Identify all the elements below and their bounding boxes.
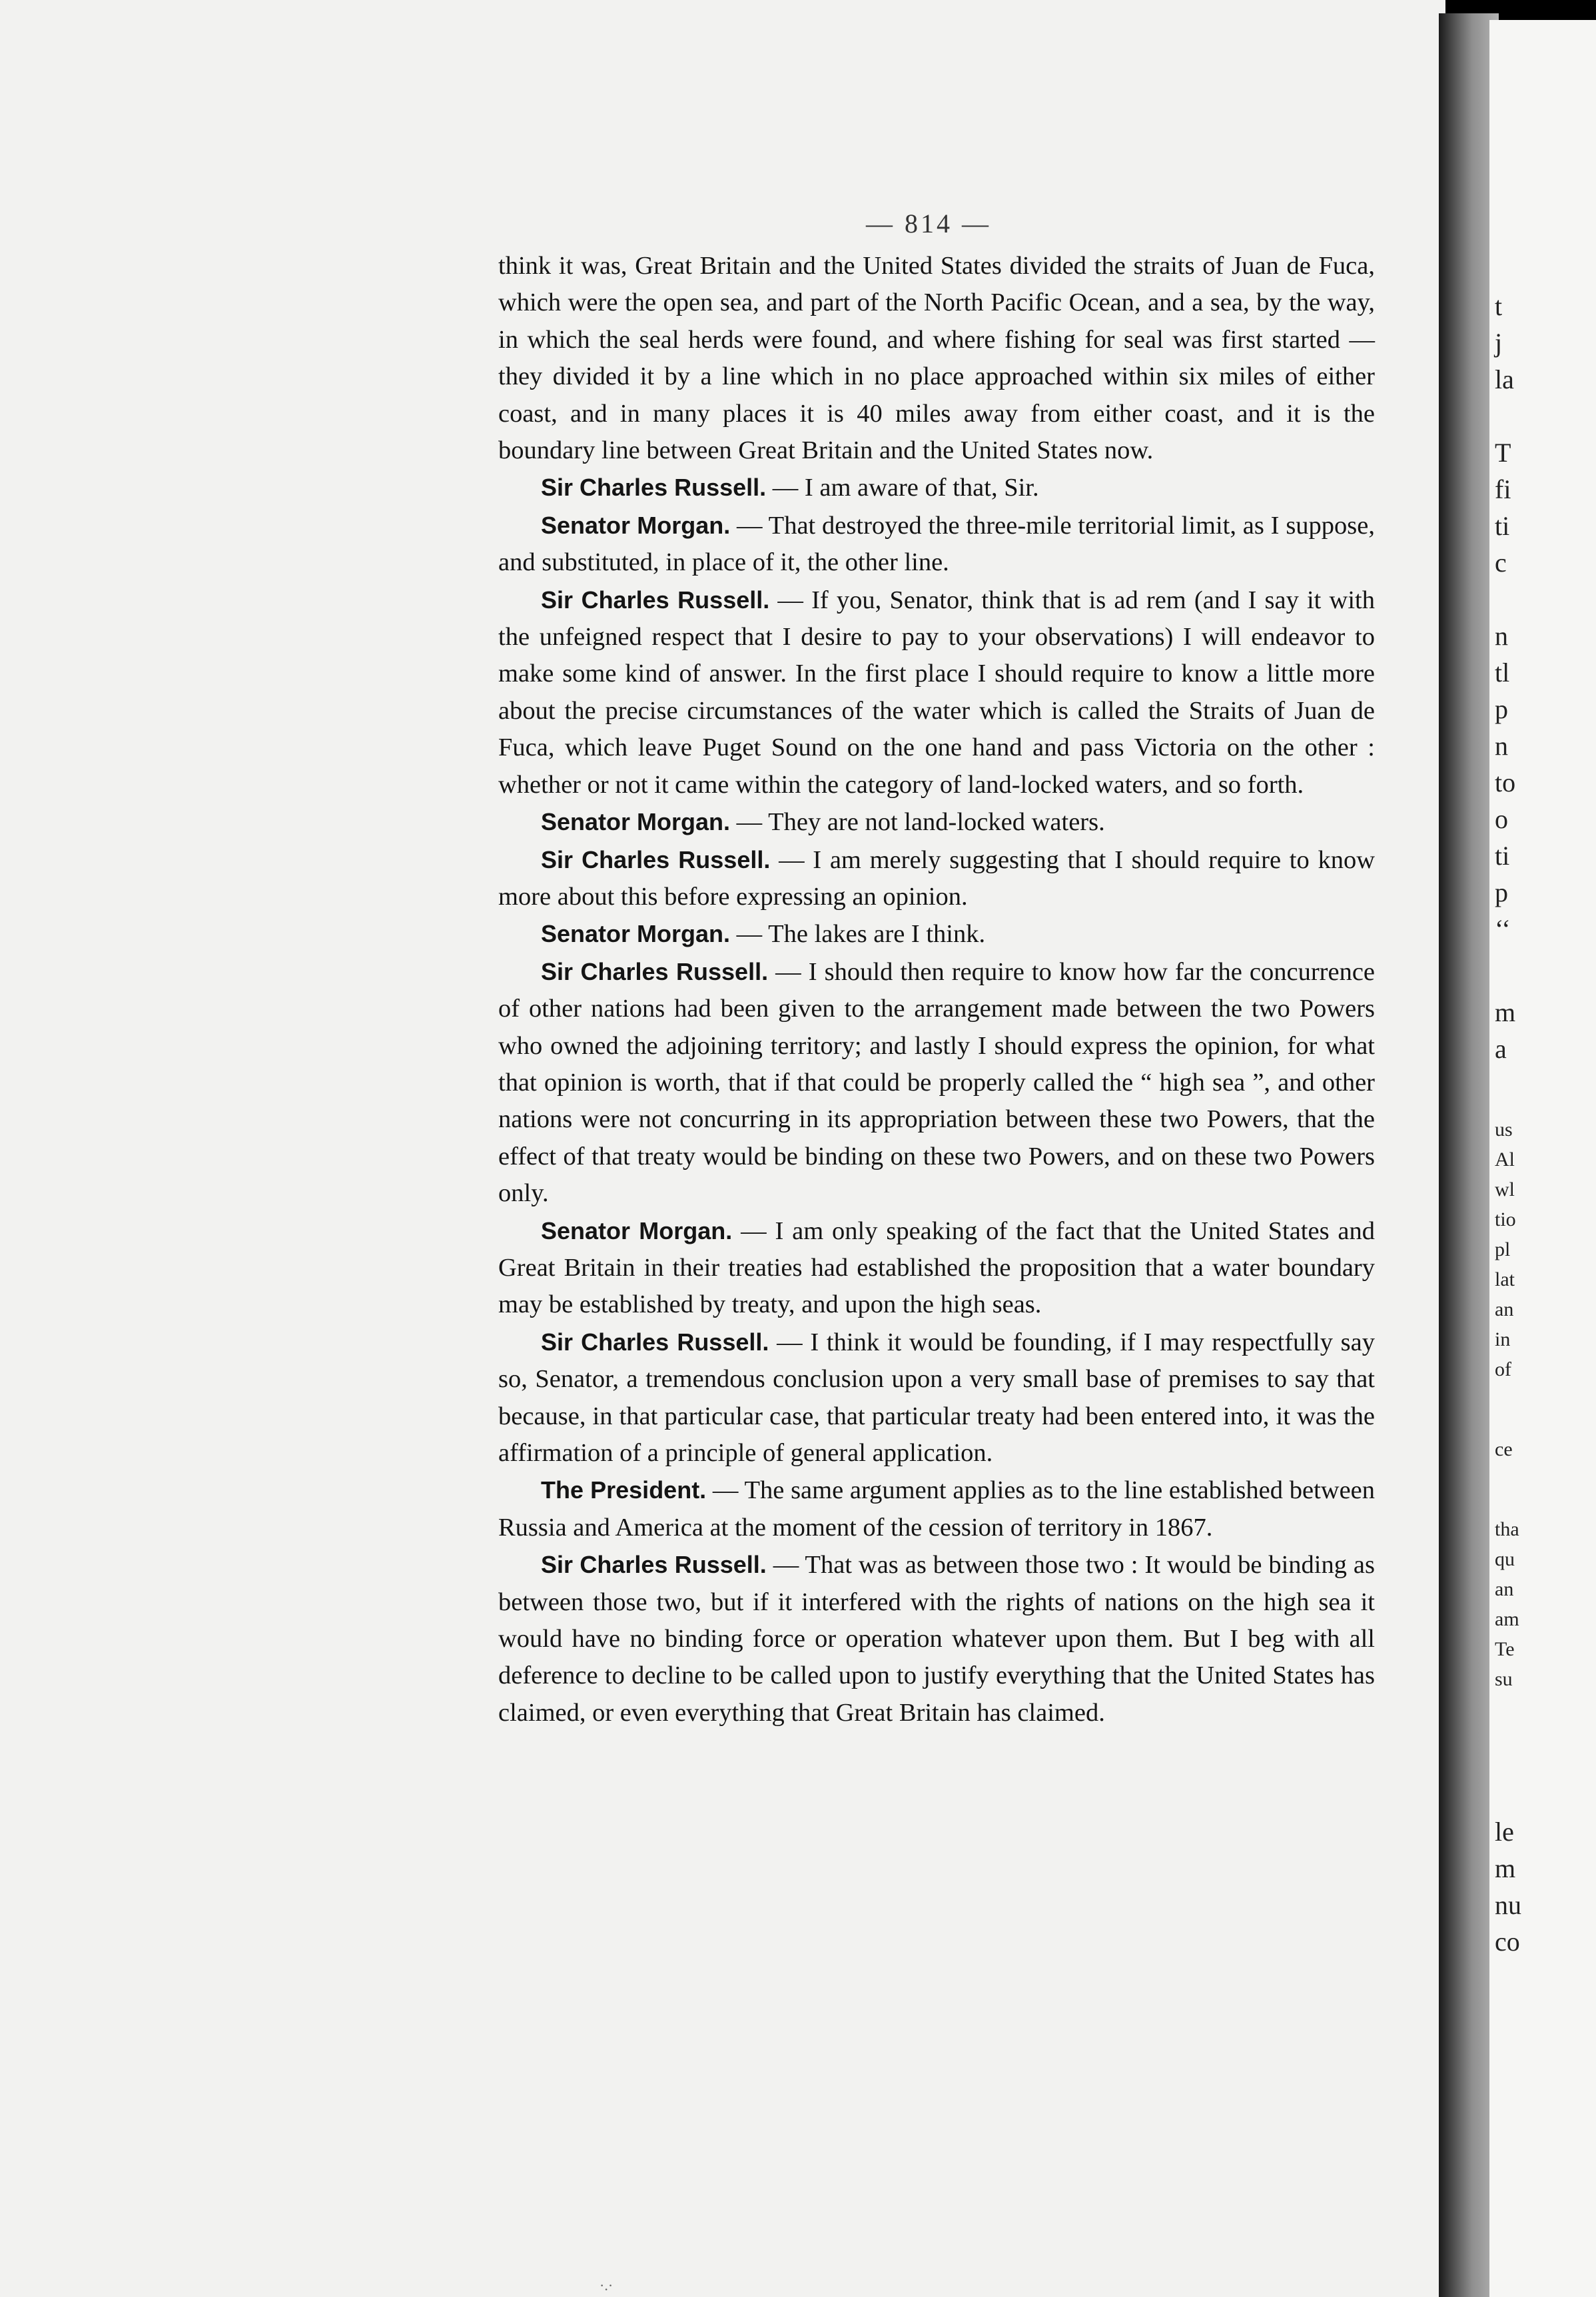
next-page-fragment: T	[1495, 438, 1511, 468]
speech-text: — The same argument applies as to the line established between Russia and America at the moment of the cession of territory in 1867.	[498, 1476, 1375, 1542]
next-page-fragment: in	[1495, 1328, 1511, 1350]
next-page-fragment: co	[1495, 1927, 1520, 1957]
next-page-fragment: c	[1495, 548, 1507, 578]
speech-paragraph	[498, 915, 1375, 953]
speech-text: — I am merely suggesting that I should require to know more about this before expressing an opinion.	[498, 845, 1375, 911]
transcript-body	[498, 248, 1375, 1731]
speech-paragraph	[498, 803, 1375, 841]
next-page-fragment: Te	[1495, 1638, 1515, 1660]
speech-paragraph	[498, 507, 1375, 582]
speech-text: — The lakes are I think.	[730, 920, 986, 949]
next-page-fragment: an	[1495, 1578, 1514, 1600]
next-page-fragment: tio	[1495, 1208, 1516, 1230]
speech-text: — I am only speaking of the fact that the United States and Great Britain in their treaties had established the proposition that a water boundary may be established by treaty, and upon the high seas.	[498, 1216, 1375, 1319]
next-page-fragment: an	[1495, 1298, 1514, 1320]
next-page-fragment: qu	[1495, 1548, 1515, 1570]
speech-paragraph	[498, 1324, 1375, 1472]
next-page-fragment: nu	[1495, 1890, 1521, 1920]
next-page-fragment: n	[1495, 731, 1508, 761]
next-page-fragment: m	[1495, 997, 1516, 1027]
speech-text: — I think it would be founding, if I may respectfully say so, Senator, a tremendous conclusion upon a very small base of premises to say that because, in that particular case, that particular treaty had been entered into, it was the affirmation of a principle of general application.	[498, 1328, 1376, 1467]
next-page-fragment: m	[1495, 1853, 1516, 1883]
next-page-fragment: su	[1495, 1668, 1513, 1690]
next-page-fragment: to	[1495, 767, 1516, 797]
speech-paragraph	[498, 1546, 1375, 1731]
speaker-name: Senator Morgan.	[541, 920, 731, 948]
opening-paragraph: think it was, Great Britain and the United States divided the straits of Juan de Fuca, which were the open sea, and part of the North Pacific Ocean, and a sea, by the way, in which the seal herds were found, and where fishing for seal was first started — they divided it by a line which in no place approached within six miles of either coast, and in many places it is 40 miles away from either coast, and it is the boundary line between Great Britain and the United States now.	[498, 252, 1375, 465]
next-page-fragment: tha	[1495, 1518, 1519, 1540]
next-page-fragment: am	[1495, 1608, 1519, 1630]
speech-paragraph	[498, 841, 1375, 916]
next-page-fragment: of	[1495, 1358, 1511, 1380]
next-page-fragment: p	[1495, 694, 1508, 724]
speech-text: — That was as between those two : It would be binding as between those two, but if it interfered with the rights of nations on the high sea it would have no binding force or operation whatever upon them. But I beg with all deference to decline to be called upon to justify everything that the United States has claimed, or even everything that Great Britain has claimed.	[498, 1551, 1375, 1727]
next-page-fragment: fi	[1495, 474, 1511, 504]
speaker-name: The President.	[541, 1476, 707, 1504]
next-page-fragment: ce	[1495, 1438, 1513, 1460]
speech-paragraph	[498, 1472, 1375, 1546]
speaker-name: Sir Charles Russell.	[541, 845, 771, 873]
speech-text: — If you, Senator, think that is ad rem (and I say it with the unfeigned respect that I desire to pay to your observations) I will endeavor to make some kind of answer. In the first place I should require to know a little more about the precise circumstances of the water which is called the Straits of Juan de Fuca, which leave Puget Sound on the one hand and pass Victoria on the other : whether or not it came within the category of land-locked waters, and so forth.	[498, 586, 1375, 799]
exchanges-list	[498, 469, 1375, 1731]
next-page-fragment: pl	[1495, 1238, 1511, 1260]
page-number: — 814 —	[866, 209, 991, 238]
next-page-fragment: o	[1495, 804, 1508, 834]
speech-text: — They are not land-locked waters.	[730, 808, 1105, 837]
speaker-name: Sir Charles Russell.	[541, 1551, 767, 1579]
next-page-fragment: wl	[1495, 1178, 1515, 1200]
bottom-specks: ·.·	[599, 2277, 613, 2294]
speaker-name: Senator Morgan.	[541, 511, 731, 539]
speaker-name: Sir Charles Russell.	[541, 1328, 769, 1356]
next-page-strip	[1489, 20, 1596, 2297]
next-page-fragment: n	[1495, 621, 1508, 651]
next-page-fragment: j	[1495, 328, 1503, 358]
speech-text: — I should then require to know how far the concurrence of other nations had been given to the arrangement made between the two Powers who owned the adjoining territory; and lastly I should express the opinion, for what that opinion is worth, that if that could be properly called the “ high sea ”, and other nations were not concurring in its appropriation between these two Powers, that the effect of that treaty would be binding on these two Powers, and on these two Powers only.	[498, 957, 1375, 1208]
next-page-fragment: le	[1495, 1817, 1514, 1847]
speaker-name: Senator Morgan.	[541, 1216, 733, 1244]
speech-paragraph	[498, 469, 1375, 506]
next-page-fragment: lat	[1495, 1268, 1515, 1290]
speech-paragraph	[498, 582, 1375, 803]
next-page-fragment: tl	[1495, 658, 1510, 688]
next-page-fragment: ti	[1495, 841, 1510, 871]
next-page-fragment: ti	[1495, 511, 1510, 541]
speaker-name: Sir Charles Russell.	[541, 474, 767, 502]
next-page-fragment: t	[1495, 291, 1503, 321]
next-page-fragment: la	[1495, 364, 1514, 394]
speech-paragraph	[498, 953, 1375, 1212]
speaker-name: Sir Charles Russell.	[541, 586, 770, 614]
next-page-fragment: us	[1495, 1119, 1513, 1141]
speech-text: — That destroyed the three-mile territorial limit, as I suppose, and substituted, in place of it, the other line.	[498, 511, 1376, 577]
speech-paragraph	[498, 1212, 1375, 1324]
next-page-fragment: Al	[1495, 1148, 1515, 1170]
speech-text: — I am aware of that, Sir.	[766, 474, 1039, 502]
next-page-fragment: ‘‘	[1495, 914, 1511, 944]
speaker-name: Sir Charles Russell.	[541, 957, 769, 985]
speaker-name: Senator Morgan.	[541, 808, 731, 836]
next-page-fragment: p	[1495, 877, 1508, 907]
next-page-fragment: a	[1495, 1034, 1507, 1064]
